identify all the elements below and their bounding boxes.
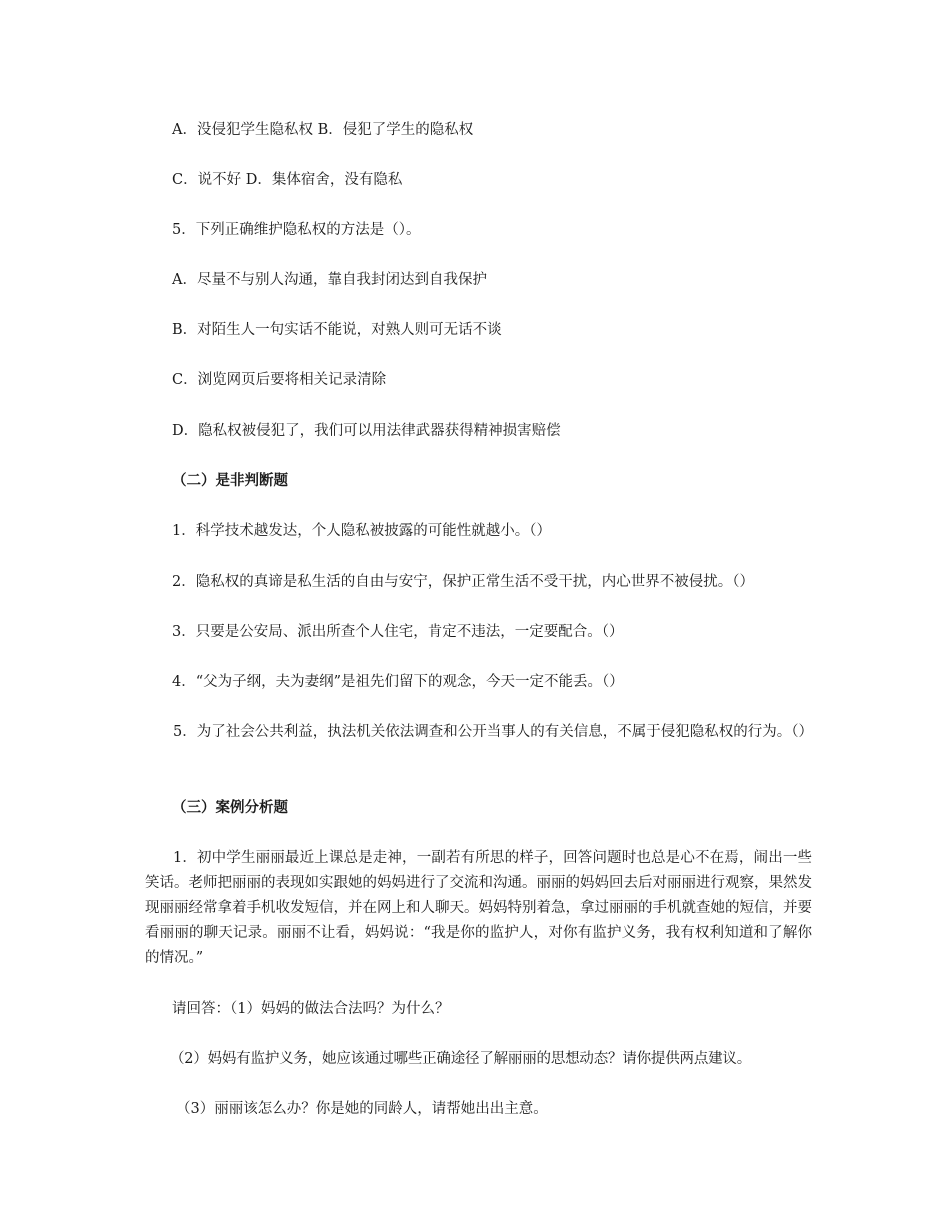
q5-option-b: B．对陌生人一句实话不能说，对熟人则可无话不谈 — [172, 322, 502, 338]
case-question-2: （2）妈妈有监护义务，她应该通过哪些正确途径了解丽丽的思想动态？请你提供两点建议。 — [170, 1051, 752, 1067]
judge-item-2: 2．隐私权的真谛是私生活的自由与安宁，保护正常生活不受干扰，内心世界不被侵扰。（） — [172, 574, 754, 590]
judge-item-1: 1．科学技术越发达，个人隐私被披露的可能性就越小。（） — [172, 523, 551, 539]
case-text: 1．初中学生丽丽最近上课总是走神，一副若有所思的样子，回答问题时也总是心不在焉，闹出一些笑话。老师把丽丽的表现如实跟她的妈妈进行了交流和沟通。丽丽的妈妈回去后对丽丽进行观察，果然发现丽丽经常拿着手机收发短信，并在网上和人聊天。妈妈特别着急，拿过丽丽的手机就查她的短信，并要看丽丽的聊天记录。丽丽不让看，妈妈说：“我是你的监护人，对你有监护义务，我有权利知道和了解你的情况。” — [145, 850, 812, 966]
judge-item-4: 4．“父为子纲，夫为妻纲”是祖先们留下的观念，今天一定不能丢。（） — [172, 674, 624, 690]
q5-option-d: D．隐私权被侵犯了，我们可以用法律武器获得精神损害赔偿 — [172, 423, 561, 439]
section3-title: （三）案例分析题 — [172, 799, 288, 816]
judge-item-5: 5．为了社会公共利益，执法机关依法调查和公开当事人的有关信息，不属于侵犯隐私权的行为。（） — [173, 724, 813, 740]
section2-title: （二）是非判断题 — [172, 472, 288, 489]
q4-options-cd: C．说不好 D．集体宿舍，没有隐私 — [172, 172, 403, 188]
judge-item-3: 3．只要是公安局、派出所查个人住宅，肯定不违法，一定要配合。（） — [172, 624, 624, 640]
case-question-3: （3）丽丽该怎么办？你是她的同龄人，请帮她出出主意。 — [176, 1101, 548, 1117]
case-question-1: 请回答：（1）妈妈的做法合法吗？为什么？ — [172, 1001, 450, 1017]
q5-stem: 5．下列正确维护隐私权的方法是（）。 — [172, 222, 421, 238]
q5-option-a: A．尽量不与别人沟通，靠自我封闭达到自我保护 — [172, 272, 487, 288]
q5-option-c: C．浏览网页后要将相关记录清除 — [172, 372, 387, 388]
q4-options-ab: A．没侵犯学生隐私权 B．侵犯了学生的隐私权 — [172, 122, 474, 138]
